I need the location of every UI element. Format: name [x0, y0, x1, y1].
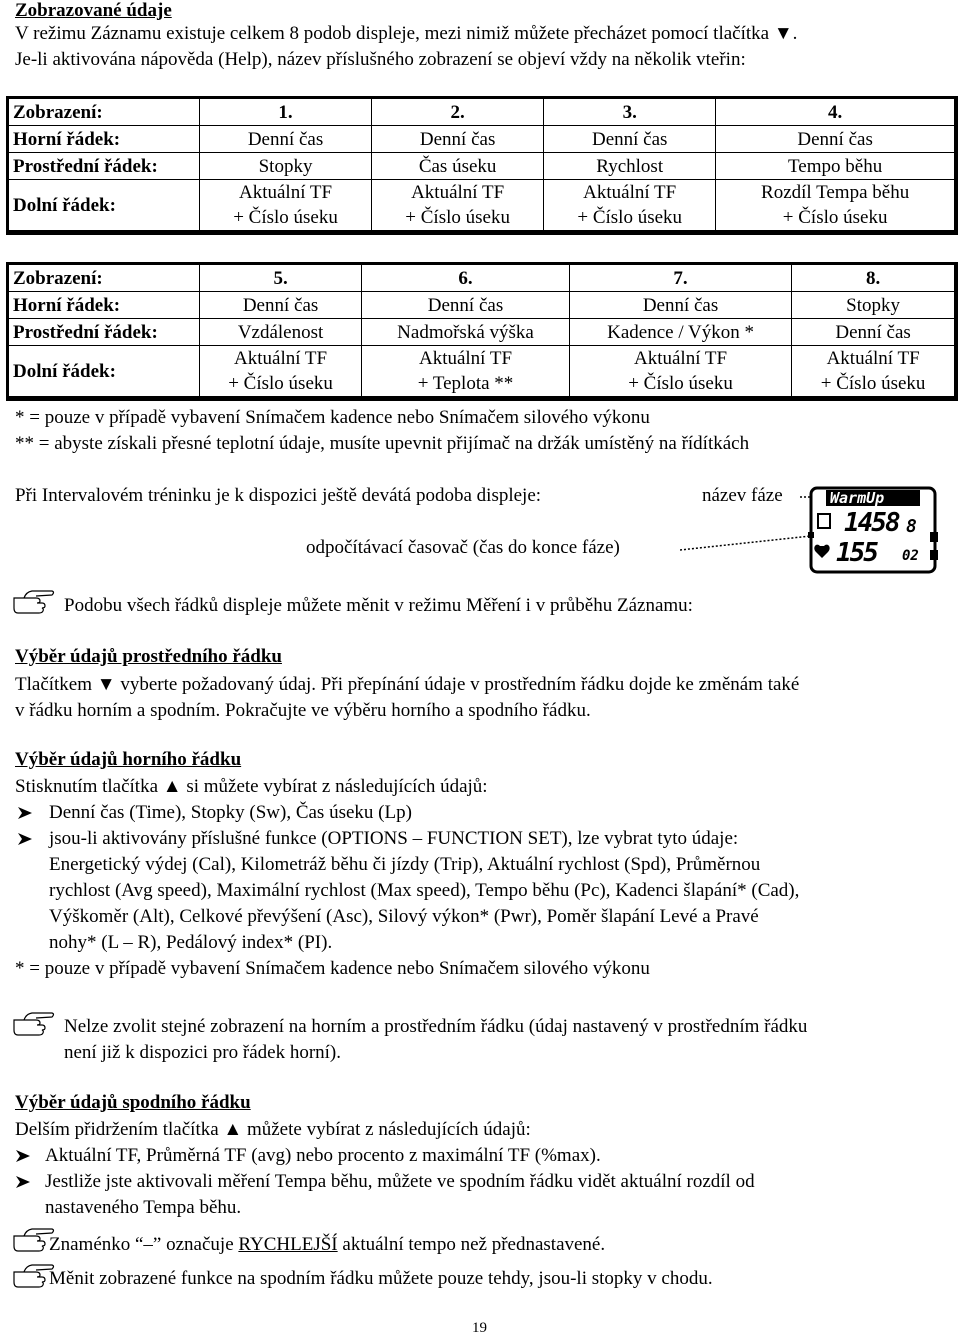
table-cell: Stopky	[792, 292, 956, 319]
row-label-top: Horní řádek:	[8, 126, 200, 153]
table-cell: Vzdálenost	[200, 319, 362, 346]
table-cell: Denní čas	[716, 126, 956, 153]
lcd-line-2-small: 8	[906, 516, 917, 537]
upper-intro: Stisknutím tlačítka ▲ si můžete vybírat z následujících údajů:	[15, 776, 488, 797]
table-row	[8, 264, 957, 292]
lower-bullet-2-line: nastaveného Tempa běhu.	[45, 1197, 242, 1218]
table-cell	[372, 180, 544, 233]
table-cell	[569, 346, 791, 399]
upper-bullet-2-line: nohy* (L – R), Pedálový index* (PI).	[49, 932, 333, 953]
cell-line: Aktuální TF	[826, 348, 920, 369]
tip-change-rows: Podobu všech řádků displeje můžete měnit v režimu Měření i v průběhu Záznamu:	[64, 595, 693, 616]
table-head-cell: 6.	[362, 264, 570, 292]
lower-intro: Delším přidržením tlačítka ▲ můžete vybírat z následujících údajů:	[15, 1119, 531, 1140]
interval-text: Při Intervalovém tréninku je k dispozici ještě devátá podoba displeje:	[15, 485, 542, 506]
middle-line-1: Tlačítkem ▼ vyberte požadovaný údaj. Při přepínání údaje v prostředním řádku dojde ke změnám také	[15, 674, 800, 695]
countdown-label: odpočítávací časovač (čas do konce fáze)	[306, 537, 620, 558]
cell-line: Rozdíl Tempa běhu	[761, 182, 910, 203]
table-head-cell: 7.	[569, 264, 791, 292]
cell-line: + Číslo úseku	[628, 373, 733, 394]
table-cell: Tempo běhu	[716, 153, 956, 180]
lcd-countdown: 155	[836, 538, 877, 568]
footnote-sensor: * = pouze v případě vybavení Snímačem kadence nebo Snímačem silového výkonu	[15, 407, 650, 428]
tip-emphasis: RYCHLEJŠÍ	[238, 1234, 338, 1255]
cell-line: + Číslo úseku	[228, 373, 333, 394]
table-head-cell: 8.	[792, 264, 956, 292]
lower-bullet-2-line: Jestliže jste aktivovali měření Tempa běhu, můžete ve spodním řádku vidět aktuální rozdíl od	[45, 1171, 755, 1192]
pointing-hand-icon	[12, 1010, 56, 1036]
arrow-bullet-icon	[17, 806, 33, 820]
leader-lines	[680, 490, 810, 560]
cell-line: Aktuální TF	[634, 348, 728, 369]
arrow-bullet-icon	[17, 832, 33, 846]
cell-line: + Číslo úseku	[405, 207, 510, 228]
lcd-line-2: 1458	[844, 508, 899, 538]
upper-bullet-2-line: Výškoměr (Alt), Celkové převýšení (Asc), Silový výkon* (Pwr), Poměr šlapání Levé a Pravé	[49, 906, 759, 927]
table-row	[8, 292, 957, 319]
table-head-cell: 5.	[200, 264, 362, 292]
pointing-hand-icon	[12, 588, 56, 614]
tip-text: Znaménko “–” označuje	[49, 1234, 239, 1255]
table-head-cell: 3.	[544, 98, 716, 126]
table-cell	[716, 180, 956, 233]
tip-text: aktuální tempo než přednastavené.	[337, 1234, 606, 1255]
cell-line: Aktuální TF	[418, 348, 513, 369]
cell-line: + Číslo úseku	[782, 207, 888, 228]
cell-line: Aktuální TF	[411, 182, 505, 203]
intro-line-2: Je-li aktivována nápověda (Help), název příslušného zobrazení se objeví vždy na několik vteřin:	[15, 49, 746, 70]
section-title-displays: Zobrazované údaje	[15, 0, 172, 21]
row-label-bottom: Dolní řádek:	[8, 346, 200, 399]
table-cell: Nadmořská výška	[362, 319, 570, 346]
table-head-cell: 2.	[372, 98, 544, 126]
upper-footnote: * = pouze v případě vybavení Snímačem kadence nebo Snímačem silového výkonu	[15, 958, 650, 979]
table-cell: Denní čas	[200, 126, 372, 153]
table-row	[8, 346, 957, 399]
table-head-cell: 4.	[716, 98, 956, 126]
table-cell: Denní čas	[569, 292, 791, 319]
upper-bullet-2-line: jsou-li aktivovány příslušné funkce (OPTIONS – FUNCTION SET), lze vybrat tyto údaje:	[49, 828, 739, 849]
page-number: 19	[472, 1320, 487, 1336]
lower-bullet-1: Aktuální TF, Průměrná TF (avg) nebo procento z maximální TF (%max).	[45, 1145, 601, 1166]
table-cell	[200, 346, 362, 399]
table-row	[8, 126, 957, 153]
table-cell: Kadence / Výkon *	[569, 319, 791, 346]
upper-bullet-1: Denní čas (Time), Stopky (Sw), Čas úseku (Lp)	[49, 802, 412, 823]
row-label-top: Horní řádek:	[8, 292, 200, 319]
middle-line-2: v řádku horním a spodním. Pokračujte ve výběru horního a spodního řádku.	[15, 700, 591, 721]
table-head-cell: 1.	[200, 98, 372, 126]
cell-line: + Číslo úseku	[233, 207, 338, 228]
tip-same-display-line: Nelze zvolit stejné zobrazení na horním a prostředním řádku (údaj nastavený v prostředním řádku	[64, 1016, 808, 1037]
table-cell	[792, 346, 956, 399]
table-cell	[544, 180, 716, 233]
table-row	[8, 153, 957, 180]
lcd-phase-name: WarmUp	[830, 489, 885, 507]
row-label-middle: Prostřední řádek:	[8, 319, 200, 346]
display-table-1	[6, 96, 958, 235]
table-head-label: Zobrazení:	[8, 264, 200, 292]
lcd-display-illustration	[808, 484, 938, 576]
table-cell: Denní čas	[544, 126, 716, 153]
table-cell: Rychlost	[544, 153, 716, 180]
phase-name-label: název fáze	[702, 485, 783, 506]
table-cell	[200, 180, 372, 233]
cell-line: + Číslo úseku	[820, 373, 926, 394]
table-cell: Denní čas	[200, 292, 362, 319]
tip-minus-sign	[49, 1232, 605, 1258]
section-title-middle-row: Výběr údajů prostředního řádku	[15, 646, 282, 667]
display-table-2	[6, 262, 958, 401]
cell-line: + Teplota **	[417, 373, 514, 394]
upper-bullet-2-line: rychlost (Avg speed), Maximální rychlost (Max speed), Tempo běhu (Pc), Kadenci šlapání* (Cad),	[49, 880, 800, 901]
cell-line: + Číslo úseku	[577, 207, 683, 228]
table-cell	[362, 346, 570, 399]
table-cell: Čas úseku	[372, 153, 544, 180]
cell-line: Aktuální TF	[239, 182, 333, 203]
arrow-bullet-icon	[15, 1149, 31, 1163]
section-title-lower-row: Výběr údajů spodního řádku	[15, 1092, 251, 1113]
table-row	[8, 319, 957, 346]
table-cell: Denní čas	[362, 292, 570, 319]
table-head-label: Zobrazení:	[8, 98, 200, 126]
intro-line-1: V režimu Záznamu existuje celkem 8 podob displeje, mezi nimiž můžete přecházet pomocí tlačítka ▼.	[15, 23, 798, 44]
row-label-bottom: Dolní řádek:	[8, 180, 200, 233]
arrow-bullet-icon	[15, 1175, 31, 1189]
tip-same-display-line: není již k dispozici pro řádek horní).	[64, 1042, 342, 1063]
table-cell: Stopky	[200, 153, 372, 180]
cell-line: Aktuální TF	[583, 182, 677, 203]
table-row	[8, 180, 957, 233]
table-cell: Denní čas	[372, 126, 544, 153]
table-row	[8, 98, 957, 126]
footnote-temperature: ** = abyste získali přesné teplotní údaje, musíte upevnit přijímač na držák umístěný na řídítkách	[15, 433, 750, 454]
row-label-middle: Prostřední řádek:	[8, 153, 200, 180]
tip-stopwatch-running: Měnit zobrazené funkce na spodním řádku můžete pouze tehdy, jsou-li stopky v chodu.	[49, 1268, 713, 1289]
cell-line: Aktuální TF	[234, 348, 328, 369]
table-cell: Denní čas	[792, 319, 956, 346]
section-title-upper-row: Výběr údajů horního řádku	[15, 749, 242, 770]
upper-bullet-2-line: Energetický výdej (Cal), Kilometráž běhu či jízdy (Trip), Aktuální rychlost (Spd), Průměrnou	[49, 854, 761, 875]
lcd-lap-number: 02	[902, 548, 919, 564]
